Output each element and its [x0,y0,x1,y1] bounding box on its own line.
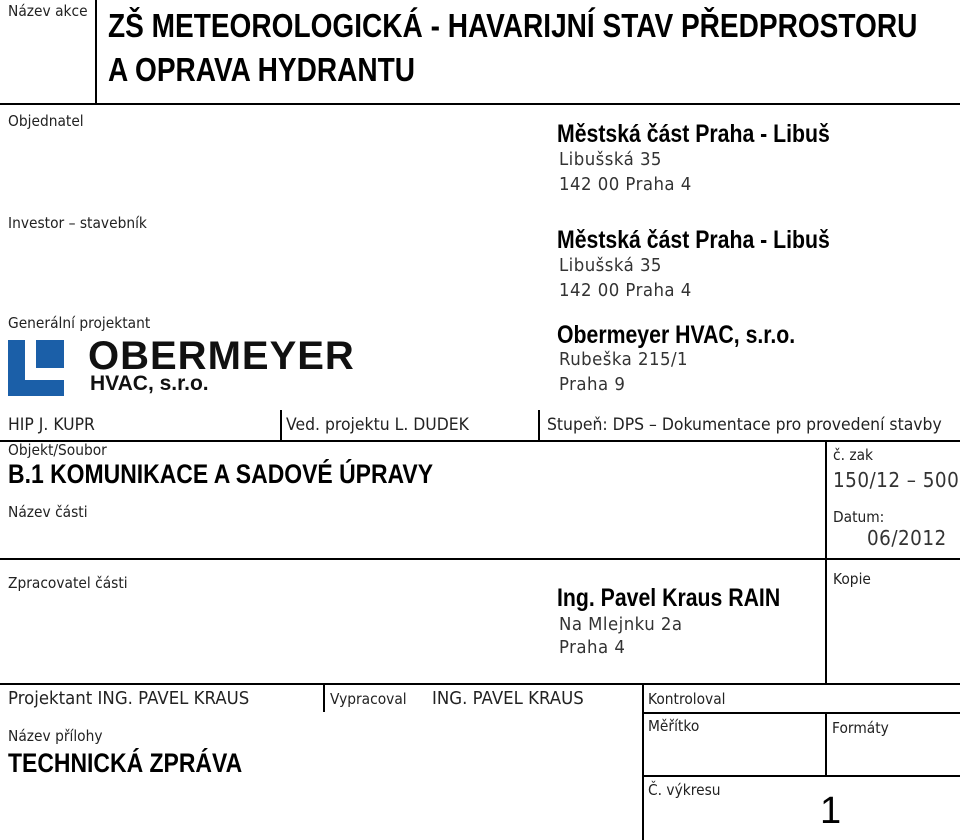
divider-footer-a [323,683,325,712]
divider-right-mid [642,712,960,714]
investor-label: Investor – stavebník [8,214,147,232]
checked-label: Kontroloval [648,690,726,708]
investor-city: 142 00 Praha 4 [559,280,692,301]
attachment-value: TECHNICKÁ ZPRÁVA [8,748,243,778]
drawing-number-value: 1 [820,790,842,832]
order-value: 150/12 – 500 [833,468,960,492]
object-label: Objekt/Soubor [8,441,107,459]
general-designer-name: Obermeyer HVAC, s.r.o. [557,321,796,349]
logo-sub-text: HVAC, s.r.o. [90,372,209,395]
prepared-label: Vypracoval [330,690,407,708]
object-value: B.1 KOMUNIKACE A SADOVÉ ÚPRAVY [8,459,434,489]
processor-label: Zpracovatel části [8,574,128,592]
divider-formats [825,712,827,775]
date-value: 06/2012 [867,526,947,550]
designer-info: Projektant ING. PAVEL KRAUS [8,688,250,709]
investor-street: Libušská 35 [559,255,662,276]
client-label: Objednatel [8,112,84,130]
obermeyer-logo-icon [8,340,64,396]
divider-lead [538,410,540,440]
divider-date-col [825,440,827,558]
client-name: Městská část Praha - Libuš [557,120,830,148]
hip-info: HIP J. KUPR [8,415,95,435]
project-name-label: Název akce [8,2,88,20]
general-designer-street: Rubeška 215/1 [559,349,689,370]
processor-city: Praha 4 [559,637,626,658]
divider-right-lower [642,775,960,777]
divider-above-footer [0,683,960,685]
client-street: Libušská 35 [559,149,662,170]
project-title-line1: ZŠ METEOROLOGICKÁ - HAVARIJNÍ STAV PŘEDPROSTORU [108,7,918,44]
scale-label: Měřítko [648,717,700,735]
processor-street: Na Mlejnku 2a [559,614,683,635]
project-stage: Stupeň: DPS – Dokumentace pro provedení stavby [547,415,942,435]
project-title-line2: A OPRAVA HYDRANTU [108,51,415,88]
client-city: 142 00 Praha 4 [559,174,692,195]
divider-under-title [0,103,960,105]
divider-hip [280,410,282,440]
date-label: Datum: [833,508,885,526]
divider-copy-col [825,558,827,683]
project-lead: Ved. projektu L. DUDEK [286,415,469,435]
copy-label: Kopie [833,570,871,588]
divider-left-header [95,0,97,103]
investor-name: Městská část Praha - Libuš [557,226,830,254]
divider-under-project-row [0,440,960,442]
formats-label: Formáty [832,719,889,737]
prepared-value: ING. PAVEL KRAUS [432,688,584,709]
general-designer-label: Generální projektant [8,314,151,332]
part-name-label: Název části [8,503,88,521]
divider-above-processor [0,558,960,560]
general-designer-city: Praha 9 [559,374,626,395]
logo-main-text: OBERMEYER [88,334,355,378]
divider-footer-b [642,683,644,840]
order-label: č. zak [833,446,874,464]
processor-name: Ing. Pavel Kraus RAIN [557,584,781,612]
attachment-label: Název přílohy [8,727,103,745]
drawing-number-label: Č. výkresu [648,781,721,799]
